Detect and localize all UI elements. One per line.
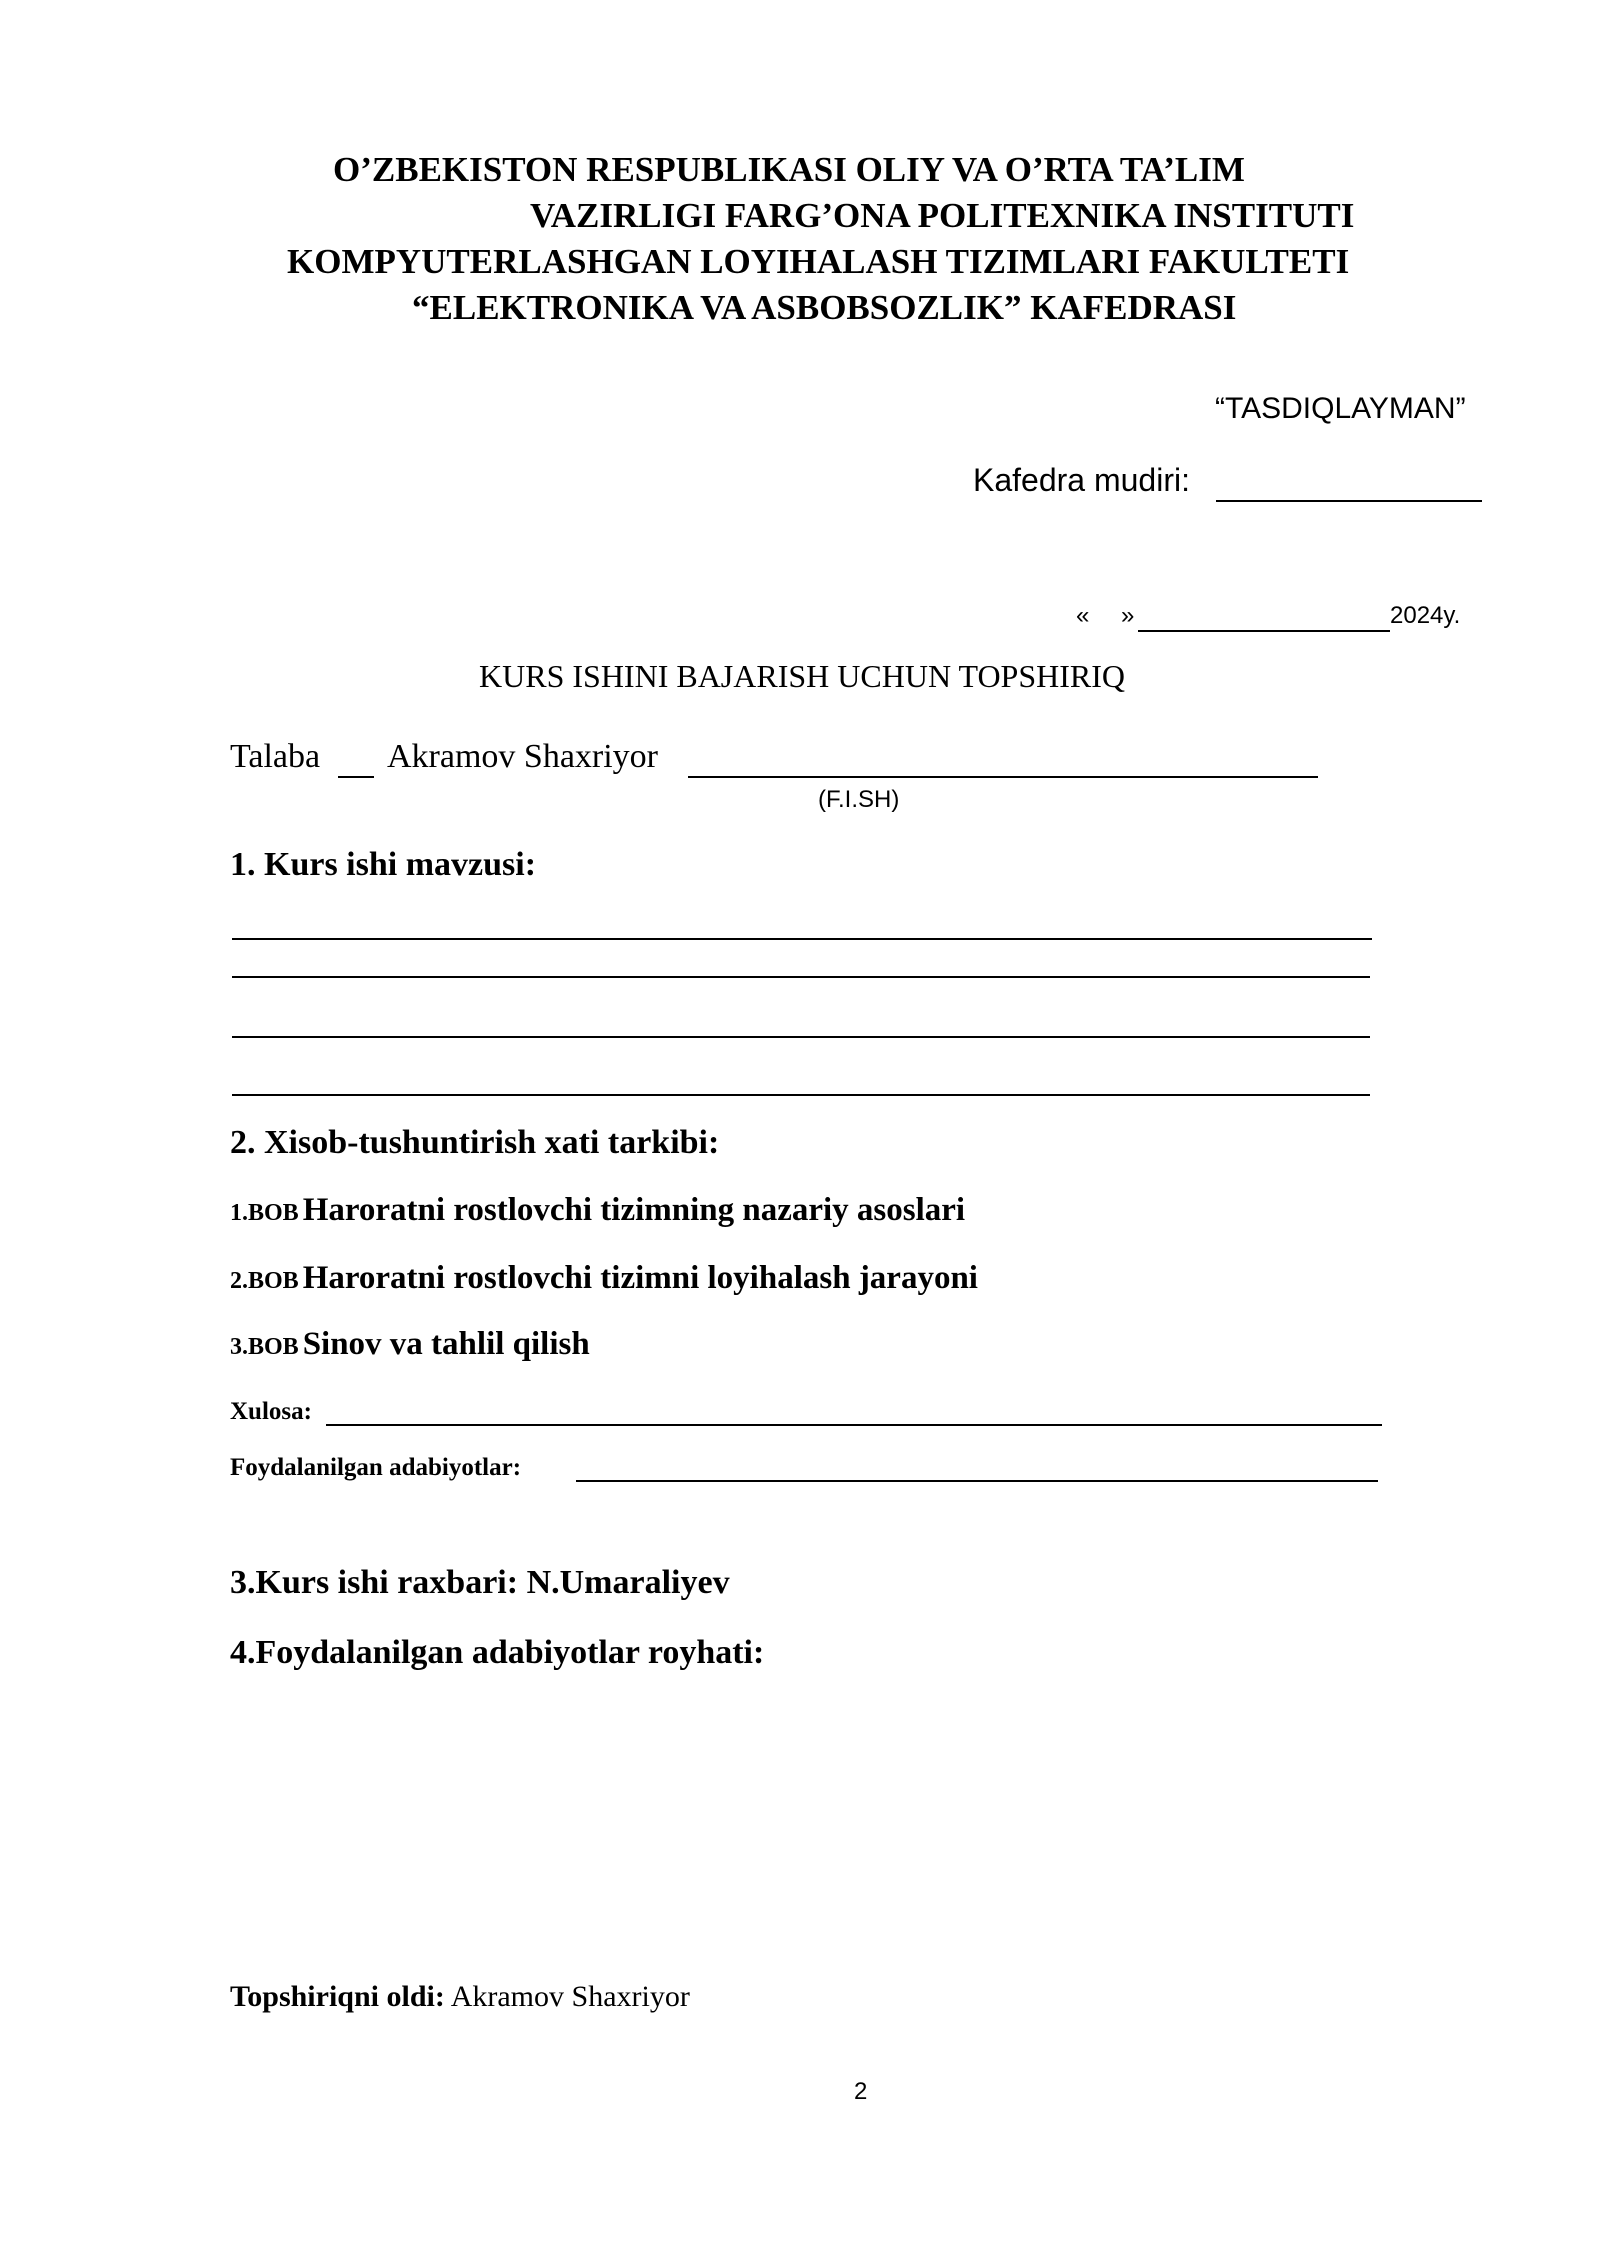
conclusion-line [326,1424,1382,1426]
topic-blank-line-1 [232,938,1372,940]
section2-heading: 2. Xisob-tushuntirish xati tarkibi: [230,1124,720,1161]
student-name-caption: (F.I.SH) [818,786,900,813]
header-line-3: KOMPYUTERLASHGAN LOYIHALASH TIZIMLARI FAKULTETI [287,242,1350,281]
student-name-line [688,776,1318,778]
chapter-number: 1.BOB [230,1200,299,1226]
chapter-title: Haroratni rostlovchi tizimning nazariy asoslari [302,1192,966,1228]
topic-blank-line-3 [232,1036,1370,1038]
reference-list-heading: 4.Foydalanilgan adabiyotlar royhati: [230,1634,765,1671]
date-open-quote: « [1076,602,1090,629]
student-prefix-line [338,776,374,778]
date-line [1138,630,1390,632]
receipt-name: Akramov Shaxriyor [450,1980,690,2013]
topic-blank-line-4 [232,1094,1370,1096]
chapter-item [230,1260,978,1297]
chapter-title: Sinov va tahlil qilish [302,1326,590,1362]
task-title: KURS ISHINI BAJARISH UCHUN TOPSHIRIQ [479,658,1126,694]
header-line-1: O’ZBEKISTON RESPUBLIKASI OLIY VA O’RTA TA’LIM [333,150,1245,189]
student-label: Talaba [230,738,321,775]
chapter-item [230,1326,590,1363]
references-label: Foydalanilgan adabiyotlar: [230,1454,522,1481]
date-year: 2024y. [1390,602,1461,629]
header-line-4: “ELEKTRONIKA VA ASBOBSOZLIK” KAFEDRASI [412,288,1237,327]
date-close-quote: » [1121,602,1135,629]
supervisor-name: N.Umaraliyev [526,1564,730,1601]
topic-blank-line-2 [232,976,1370,978]
receipt-line [230,1980,690,2014]
department-head-signature-line [1216,500,1482,502]
chapter-number: 2.BOB [230,1268,299,1294]
student-name: Akramov Shaxriyor [387,738,659,775]
supervisor-line [230,1564,730,1602]
receipt-label: Topshiriqni oldi: [230,1980,445,2013]
department-head-label: Kafedra mudiri: [973,462,1190,498]
chapter-title: Haroratni rostlovchi tizimni loyihalash jarayoni [302,1260,978,1296]
chapter-number: 3.BOB [230,1334,299,1360]
supervisor-label: 3.Kurs ishi raxbari: [230,1564,519,1601]
section1-heading: 1. Kurs ishi mavzusi: [230,846,537,883]
page-number: 2 [854,2078,868,2105]
references-line [576,1480,1378,1482]
conclusion-label: Xulosa: [230,1398,312,1425]
chapter-item [230,1192,965,1229]
header-line-2: VAZIRLIGI FARG’ONA POLITEXNIKA INSTITUTI [530,196,1355,235]
approval-title: “TASDIQLAYMAN” [1215,392,1466,425]
